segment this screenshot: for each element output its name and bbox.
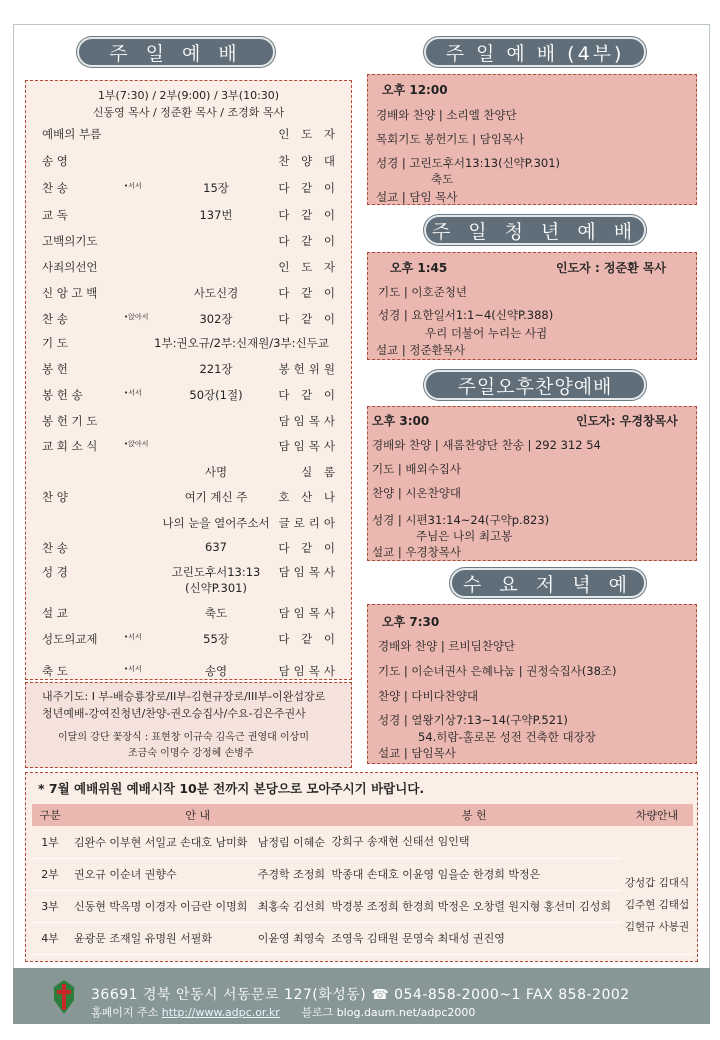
table-row	[32, 826, 693, 858]
table-cell: 1부	[32, 826, 68, 858]
service-line: 54.히람-홀로몬 성전 건축한 대장장	[418, 730, 596, 744]
order-leader: 다 같 이	[278, 388, 339, 402]
order-row	[26, 153, 351, 173]
order-content: (신약P.301)	[185, 581, 247, 595]
table-cell: 강희구 송재현 신태선 임인택	[327, 826, 621, 858]
homepage-link[interactable]: http://www.adpc.or.kr	[161, 1006, 280, 1019]
service-line: 우리 더불어 누리는 사귐	[425, 326, 548, 340]
volunteers-title: * 7월 예배위원 예배시작 10분 전까지 본당으로 모아주시기 바랍니다.	[38, 781, 425, 796]
service-line: 설교 | 담임목사	[378, 746, 456, 760]
order-row	[26, 285, 351, 305]
order-row	[26, 489, 351, 509]
col-header: 봉 헌	[327, 804, 621, 826]
car-cell	[621, 826, 693, 954]
volunteers-box	[25, 772, 698, 962]
table-cell: 2부	[32, 858, 68, 890]
table-cell: 신동현 박옥명 이경자 이금란 이명희	[68, 890, 254, 922]
car-name: 김주현 김태섭	[624, 898, 690, 911]
order-leader: 글로리아	[278, 516, 339, 530]
order-leader: 다 같 이	[278, 312, 339, 326]
notice-line: 내주기도: I 부-배승룡장로/II부-김현규장로/III부-이완섭장로	[42, 690, 326, 703]
service4-title: 주 일 예 배 (4부)	[424, 37, 646, 67]
order-row	[26, 631, 351, 651]
youth-box	[367, 252, 697, 360]
order-note: •서서	[124, 389, 142, 397]
order-content: 55장	[203, 632, 229, 646]
table-row	[32, 922, 693, 954]
order-content: 137번	[199, 208, 233, 222]
order-item: 봉 헌	[42, 362, 68, 376]
order-leader: 담임목사	[278, 565, 339, 579]
col-header: 구분	[32, 804, 68, 826]
flower-line: 이달의 강단 꽃장식 : 표현창 이규숙 김옥근 권영대 이상미	[58, 732, 309, 743]
order-note: •서서	[124, 665, 142, 673]
service-line: 성경 | 시편31:14~24(구약p.823)	[372, 513, 550, 527]
order-row	[26, 413, 351, 433]
order-row	[26, 361, 351, 381]
service-line: 축도	[431, 172, 454, 186]
table-cell: 김완수 이부현 서일교 손대호 남미화	[68, 826, 254, 858]
service-line: 주님은 나의 최고봉	[416, 529, 513, 543]
car-name: 강성갑 김대식	[624, 876, 690, 889]
order-row	[26, 540, 351, 560]
order-item: 찬 양	[42, 490, 68, 504]
schedule-pastors: 신동영 목사 / 정준환 목사 / 조경화 목사	[92, 106, 285, 119]
youth-title: 주 일 청 년 예 배	[424, 215, 646, 245]
table-row	[32, 858, 693, 890]
order-leader: 담임목사	[278, 439, 339, 453]
table-cell: 박경봉 조정희 한경희 박정은 오창렬 원지형 홍선미 김성희	[327, 890, 621, 922]
sunday-service-title: 주 일 예 배	[77, 37, 275, 67]
order-leader: 다 같 이	[278, 181, 339, 195]
order-leader: 봉헌위원	[278, 362, 339, 376]
praise-title: 주일오후찬양예배	[424, 370, 646, 400]
service-line: 경배와 찬양 | 새롬찬양단 찬송 | 292 312 54	[372, 438, 601, 452]
praise-time: 오후 3:00	[372, 414, 430, 428]
table-cell: 이윤영 최영숙	[254, 922, 328, 954]
order-leader: 실 롬	[301, 465, 339, 479]
schedule-times: 1부(7:30) / 2부(9:00) / 3부(10:30)	[97, 89, 280, 102]
order-item: 예배의 부름	[42, 127, 102, 141]
order-item: 신 앙 고 백	[42, 286, 98, 300]
flower-line: 조금숙 이명수 강정혜 손병주	[128, 748, 254, 759]
order-note: •앉아서	[124, 313, 149, 321]
order-content: 1부:권오규/2부:신재원/3부:신두교	[154, 336, 329, 350]
table-cell: 박종대 손대호 이윤영 임을순 한경희 박정은	[327, 858, 621, 890]
service-line: 경배와 찬양 | 소리엘 찬양단	[376, 108, 517, 122]
service-line: 기도 | 배외수집사	[372, 462, 461, 476]
table-cell: 최홍숙 김선희	[254, 890, 328, 922]
order-item: 찬 송	[42, 541, 68, 555]
order-content: 여기 계신 주	[184, 490, 248, 504]
order-row	[26, 580, 351, 600]
order-content: 사도신경	[193, 286, 239, 300]
order-leader: 다 같 이	[278, 208, 339, 222]
service-line: 기도 | 이호준청년	[378, 285, 467, 299]
order-content: 송영	[204, 664, 228, 678]
order-content: 사명	[204, 465, 228, 479]
youth-leader: 인도자 : 정준환 목사	[556, 261, 667, 275]
service-line: 설교 | 정준환목사	[376, 343, 465, 357]
service-line: 경배와 찬양 | 르비딤찬양단	[378, 639, 516, 653]
order-note: •서서	[124, 182, 142, 190]
footer	[13, 968, 710, 1024]
order-item: 찬 송	[42, 181, 68, 195]
order-content: 나의 눈을 열어주소서	[162, 516, 270, 530]
order-row	[26, 663, 351, 683]
order-item: 축 도	[42, 664, 68, 678]
order-content: 637	[205, 540, 227, 554]
order-content: 15장	[203, 181, 229, 195]
order-item: 송 영	[42, 154, 68, 168]
service-line: 찬양 | 시온찬양대	[372, 486, 461, 500]
church-logo-icon	[51, 978, 77, 1016]
table-cell: 3부	[32, 890, 68, 922]
volunteers-table	[32, 804, 693, 955]
order-leader: 담임목사	[278, 664, 339, 678]
car-name: 김현규 사봉권	[624, 920, 690, 933]
wednesday-box	[367, 604, 697, 764]
order-leader: 담임목사	[278, 606, 339, 620]
order-content: 50장(1절)	[189, 388, 243, 402]
service-line: 기도 | 이순녀권사 은혜나눔 | 권정숙집사(38조)	[378, 664, 617, 678]
wednesday-time: 오후 7:30	[382, 615, 440, 629]
order-note: •앉아서	[124, 440, 149, 448]
praise-leader: 인도자: 우경창목사	[576, 414, 678, 428]
order-row	[26, 259, 351, 279]
order-content: 고린도후서13:13	[171, 565, 261, 579]
order-row	[26, 605, 351, 625]
order-item: 설 교	[42, 606, 68, 620]
table-cell: 윤광문 조재일 유명원 서필화	[68, 922, 254, 954]
service-line: 찬양 | 다비다찬양대	[378, 689, 479, 703]
address: 36691 경북 안동시 서동문로 127(화성동) ☎ 054-858-2000~1 FAX 858-2002	[91, 987, 630, 1003]
order-item: 사죄의선언	[42, 260, 98, 274]
table-cell: 조영욱 김태원 문영숙 최대성 권진영	[327, 922, 621, 954]
order-content: 302장	[199, 312, 233, 326]
wednesday-title: 수 요 저 녁 예	[450, 568, 646, 598]
order-row	[26, 438, 351, 458]
col-header: 차량안내	[621, 804, 693, 826]
order-item: 성 경	[42, 565, 68, 579]
prayer-notice	[25, 682, 352, 768]
youth-time: 오후 1:45	[390, 261, 448, 275]
order-leader: 인 도 자	[278, 127, 339, 141]
order-leader: 담임목사	[278, 414, 339, 428]
service4-time: 오후 12:00	[382, 83, 448, 97]
order-note: •서서	[124, 633, 142, 641]
order-item: 고백의기도	[42, 234, 98, 248]
service-line: 성경 | 고린도후서13:13(신약P.301)	[376, 156, 561, 170]
homepage-label: 홈페이지 주소	[91, 1006, 159, 1019]
order-row	[26, 311, 351, 331]
order-content: 221장	[199, 362, 233, 376]
table-cell: 남정림 이혜순	[254, 826, 328, 858]
table-cell: 4부	[32, 922, 68, 954]
service-line: 설교 | 담임 목사	[376, 190, 458, 204]
service-line: 목회기도 봉헌기도 | 담임목사	[376, 132, 525, 146]
order-row	[26, 335, 351, 355]
order-item: 교 독	[42, 208, 68, 222]
table-cell: 권오규 이순녀 권향수	[68, 858, 254, 890]
service4-box	[367, 74, 697, 205]
service-line: 성경 | 열왕기상7:13~14(구약P.521)	[378, 713, 568, 727]
order-item: 찬 송	[42, 312, 68, 326]
order-leader: 다 같 이	[278, 286, 339, 300]
order-leader: 다 같 이	[278, 541, 339, 555]
notice-line: 청년예배-강여진청년/찬양-권오승집사/수요-김은주권사	[42, 707, 306, 720]
order-row	[26, 233, 351, 253]
order-row	[26, 464, 351, 484]
praise-box	[367, 406, 697, 561]
blog-link[interactable]: 블로그 blog.daum.net/adpc2000	[301, 1006, 476, 1019]
order-row	[26, 515, 351, 535]
order-leader: 다 같 이	[278, 234, 339, 248]
order-row	[26, 387, 351, 407]
order-leader: 호 산 나	[278, 490, 339, 504]
order-item: 봉 헌 송	[42, 388, 83, 402]
order-row	[26, 207, 351, 227]
order-leader: 인 도 자	[278, 260, 339, 274]
table-row	[32, 890, 693, 922]
order-content: 축도	[204, 606, 228, 620]
order-leader: 다 같 이	[278, 632, 339, 646]
order-row	[26, 126, 351, 146]
order-leader: 찬 양 대	[278, 154, 339, 168]
order-item: 성도의교제	[42, 632, 98, 646]
order-item: 교 회 소 식	[42, 439, 98, 453]
order-row	[26, 180, 351, 200]
table-cell: 주경학 조정희	[254, 858, 328, 890]
sunday-order-box	[25, 80, 352, 680]
service-line: 설교 | 우경창목사	[372, 545, 461, 559]
order-item: 기 도	[42, 336, 68, 350]
service-line: 성경 | 요한일서1:1~4(신약P.388)	[378, 308, 554, 322]
order-item: 봉 헌 기 도	[42, 414, 98, 428]
col-header: 안 내	[68, 804, 327, 826]
